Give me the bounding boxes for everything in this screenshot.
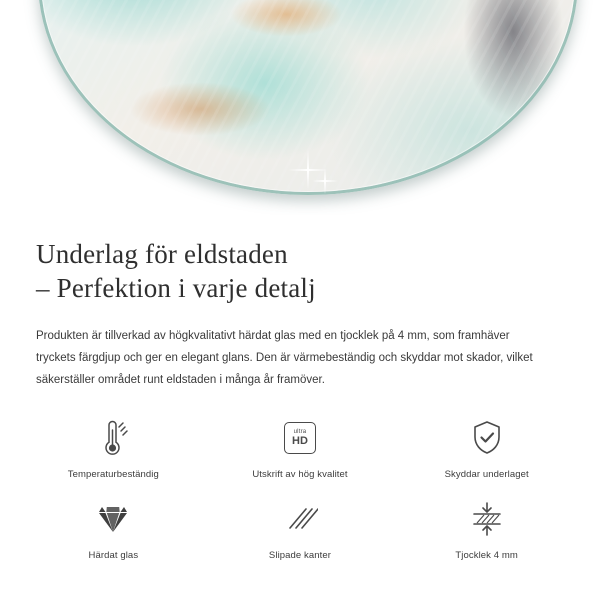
feature-label: Skyddar underlaget	[444, 469, 529, 480]
feature-item	[393, 496, 580, 561]
feature-item	[20, 415, 207, 480]
headline-line-2: – Perfektion i varje detalj	[36, 273, 316, 303]
shield-check-icon	[470, 415, 504, 461]
feature-item	[207, 415, 394, 480]
feature-label: Temperaturbeständig	[67, 469, 159, 480]
page-title	[36, 237, 556, 305]
content-section	[0, 215, 600, 561]
headline-line-1: Underlag för eldstaden	[36, 239, 288, 269]
hero-image	[0, 0, 600, 215]
feature-label: Utskrift av hög kvalitet	[252, 469, 348, 480]
feature-label: Slipade kanter	[268, 550, 332, 561]
body-paragraph: Produkten är tillverkad av högkvalitativt härdat glas med en tjocklek på 4 mm, som framhäver tryckets färgdjup och ger en elegant glans. Den är värmebeständig och skyddar mot skador, vilket säkerställer området runt eldstaden i många år framöver.	[36, 330, 533, 386]
feature-item	[207, 496, 394, 561]
thermometer-icon	[96, 415, 130, 461]
feature-grid	[0, 415, 600, 561]
feature-item	[20, 496, 207, 561]
feature-item	[393, 415, 580, 480]
feature-label: Härdat glas	[88, 550, 139, 561]
ultra-hd-badge-bottom: HD	[292, 435, 308, 447]
thickness-arrows-icon	[467, 496, 507, 542]
ultra-hd-icon	[284, 415, 316, 461]
ultra-hd-badge-top: ultra	[293, 429, 307, 435]
diamond-icon	[94, 496, 132, 542]
glass-disc-image	[38, 0, 578, 195]
feature-label: Tjocklek 4 mm	[455, 550, 518, 561]
polished-edges-icon	[282, 496, 318, 542]
